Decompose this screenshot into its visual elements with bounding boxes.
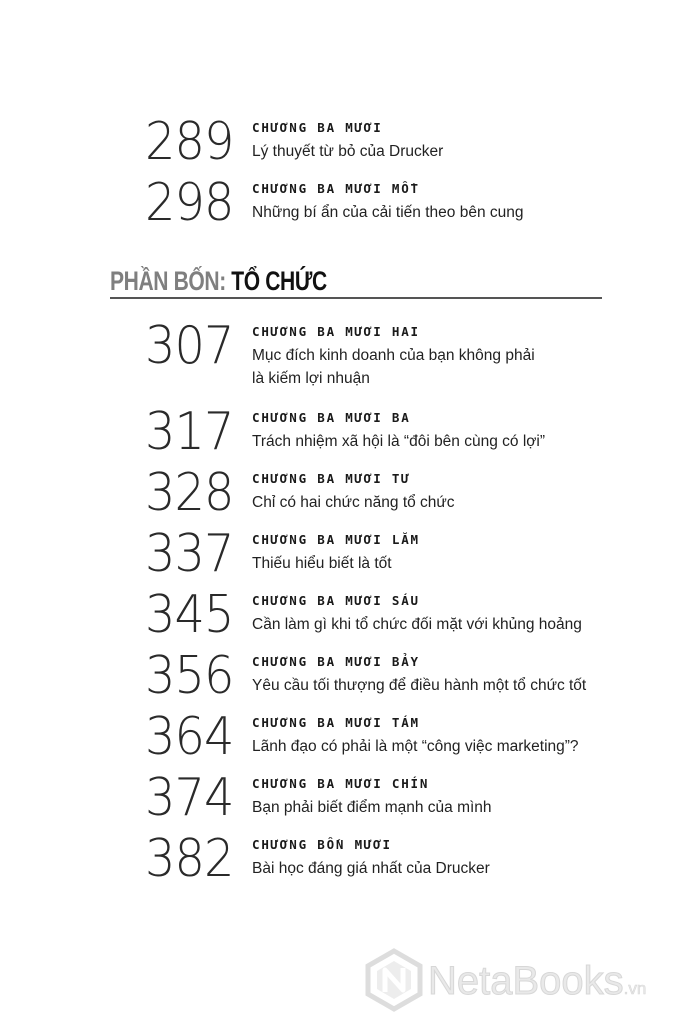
chapter-title <box>252 344 632 390</box>
chapter-label: CHƯƠNG BA MƯƠI HAI <box>252 324 420 339</box>
part-divider <box>110 297 602 299</box>
chapter-title: Chỉ có hai chức năng tổ chức <box>252 494 455 511</box>
watermark-brand: NetaBooks <box>428 959 624 1003</box>
netabooks-watermark <box>364 948 694 1012</box>
chapter-label: CHƯƠNG BA MƯƠI BA <box>252 410 411 425</box>
page-number: 307 <box>145 316 234 376</box>
page-number: 382 <box>145 829 234 889</box>
chapter-label: CHƯƠNG BA MƯƠI <box>252 120 383 135</box>
chapter-label: CHƯƠNG BA MƯƠI TÁM <box>252 715 420 730</box>
page-number: 328 <box>145 463 234 523</box>
chapter-title: Trách nhiệm xã hội là “đôi bên cùng có lợi” <box>252 433 546 450</box>
chapter-label: CHƯƠNG BA MƯƠI CHÍN <box>252 776 430 791</box>
chapter-title: Bạn phải biết điểm mạnh của mình <box>252 799 492 816</box>
chapter-title: Lý thuyết từ bỏ của Drucker <box>252 143 444 160</box>
chapter-title-line: là kiếm lợi nhuận <box>252 370 370 387</box>
page-number: 356 <box>145 646 234 706</box>
page-number: 345 <box>145 585 234 645</box>
chapter-label: CHƯƠNG BA MƯƠI TƯ <box>252 471 411 486</box>
page-number: 298 <box>145 173 234 233</box>
chapter-title: Những bí ẩn của cải tiến theo bên cung <box>252 204 524 221</box>
page-number: 289 <box>145 112 234 172</box>
chapter-label: CHƯƠNG BA MƯƠI LĂM <box>252 532 420 547</box>
chapter-title: Lãnh đạo có phải là một “công việc marketing”? <box>252 738 579 755</box>
page-number: 374 <box>145 768 234 828</box>
chapter-title: Thiếu hiểu biết là tốt <box>252 555 392 572</box>
chapter-label: CHƯƠNG BA MƯƠI BẢY <box>252 654 420 669</box>
chapter-label: CHƯƠNG BA MƯƠI MỐT <box>252 181 420 196</box>
watermark-suffix: .vn <box>623 979 647 998</box>
page-number: 317 <box>145 402 234 462</box>
chapter-title: Cần làm gì khi tổ chức đối mặt với khủng hoảng <box>252 616 582 633</box>
page-number: 337 <box>145 524 234 584</box>
page-number: 364 <box>145 707 234 767</box>
chapter-label: CHƯƠNG BỐN MƯƠI <box>252 837 392 852</box>
chapter-label: CHƯƠNG BA MƯƠI SÁU <box>252 593 420 608</box>
chapter-title: Bài học đáng giá nhất của Drucker <box>252 860 490 877</box>
chapter-title-line: Mục đích kinh doanh của bạn không phải <box>252 347 535 364</box>
part-prefix: PHẦN BỐN: <box>110 266 226 296</box>
netabooks-logo-icon <box>364 948 424 1012</box>
part-heading <box>110 266 327 296</box>
chapter-title: Yêu cầu tối thượng để điều hành một tổ chức tốt <box>252 677 587 694</box>
watermark-text <box>428 958 646 1012</box>
part-title: TỔ CHỨC <box>231 266 327 296</box>
